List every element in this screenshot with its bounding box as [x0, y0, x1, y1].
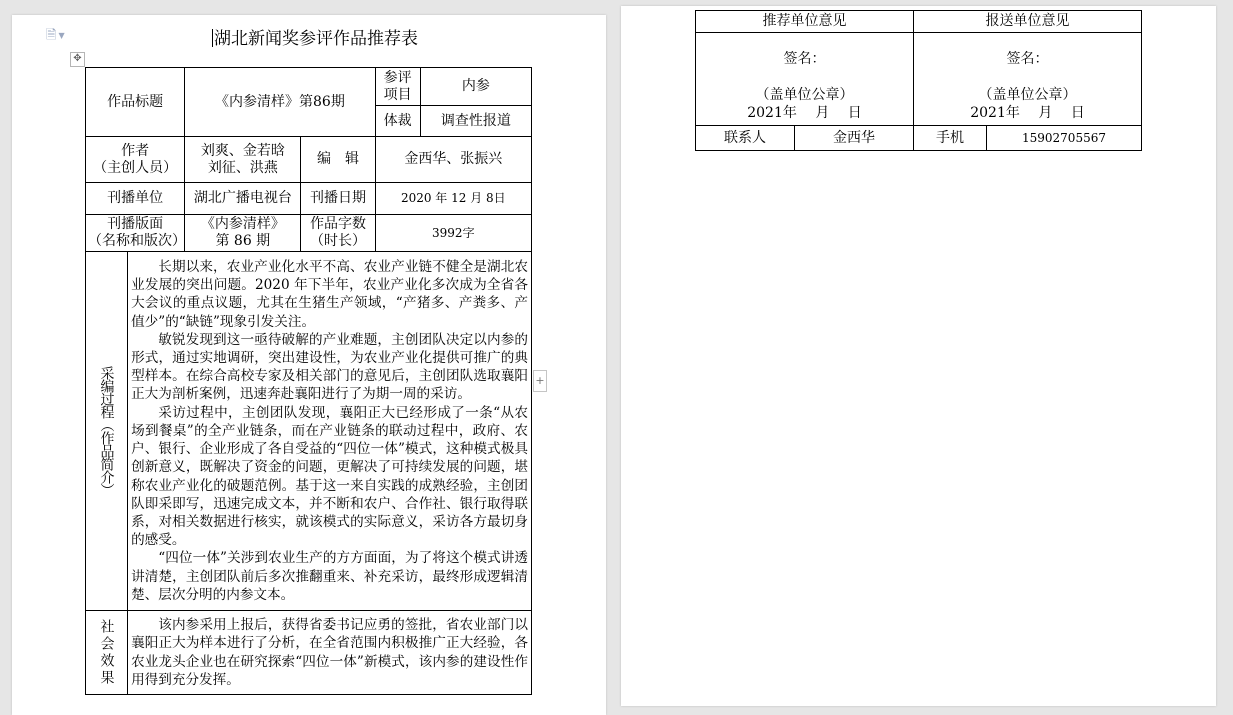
- label-category-line2: 项目: [383, 86, 412, 103]
- effect-paragraph: 该内参采用上报后，获得省委书记应勇的签批，省农业部门以襄阳正大为样本进行了分析，在全省范围内积极推广正大经验，各农业龙头企业也在研究探索“四位一体”新模式，该内参的建设性作用得到充分发挥。: [131, 617, 528, 688]
- value-edition-line2: 第 86 期: [215, 233, 271, 249]
- value-word-count[interactable]: 3992字: [375, 215, 531, 252]
- label-work-title: 作品标题: [86, 68, 185, 137]
- label-category: [375, 68, 420, 106]
- recommendation-form-table: [85, 67, 532, 695]
- value-genre[interactable]: 调查性报道: [420, 106, 531, 137]
- label-author-line1: 作者: [121, 142, 150, 159]
- label-phone: 手机: [914, 126, 987, 151]
- header-submit-opinion: 报送单位意见: [914, 11, 1142, 33]
- label-effect: [86, 611, 128, 695]
- value-authors-line2: 刘征、洪燕: [207, 159, 278, 176]
- sign-label: 签名：: [1006, 51, 1049, 67]
- value-edition[interactable]: [185, 215, 301, 252]
- value-publisher[interactable]: 湖北广播电视台: [185, 183, 301, 215]
- process-paragraph: 长期以来，农业产业化水平不高、农业产业链不健全是湖北农业发展的突出问题。2020 年下半年，农业产业化多次成为全省各大会议的重点议题，尤其在生猪生产领域，“产猪多、产粪多、产值少”的“缺链”现象引发关注。: [131, 259, 528, 330]
- label-author: [86, 137, 185, 183]
- process-paragraph: 采访过程中，主创团队发现，襄阳正大已经形成了一条“从农场到餐桌”的全产业链条，而在产业链条的联动过程中，政府、农户、银行、企业形成了各自受益的“四位一体”模式，这种模式极具创新意义，既解决了资金的问题，更解决了可持续发展的问题，堪称农业产业化的破题范例。基于这一来自实践的成熟经验，主创团队即采即写，迅速完成文本，并不断和农户、合作社、银行取得联系，对相关数据进行核实，就该模式的实际意义，采访各方最切身的感受。: [131, 404, 528, 549]
- label-edition-line2: （名称和版次）: [88, 233, 186, 249]
- label-process-text: 采编过程（作品简介）: [98, 366, 115, 496]
- label-editor: 编 辑: [301, 137, 375, 183]
- opinion-table: [695, 10, 1142, 151]
- sign-label: 签名：: [783, 51, 826, 67]
- label-author-line2: （主创人员）: [93, 159, 178, 176]
- recommend-sign-cell[interactable]: [696, 33, 914, 126]
- label-edition-line1: 刊播版面: [107, 216, 164, 232]
- value-pub-date[interactable]: 2020 年 12 月 8日: [375, 183, 531, 215]
- value-edition-line1: 《内参清样》: [200, 216, 285, 232]
- value-category[interactable]: 内参: [420, 68, 531, 106]
- value-phone[interactable]: 15902705567: [987, 126, 1142, 151]
- label-word-count-line2: （时长）: [310, 233, 367, 249]
- label-category-line1: 参评: [383, 69, 412, 86]
- date-label: 2021年 月 日: [970, 105, 1085, 121]
- page-title: [180, 24, 450, 49]
- label-word-count: [301, 215, 375, 252]
- value-contact[interactable]: 金西华: [795, 126, 914, 151]
- label-process: [86, 252, 128, 611]
- table-add-row-button[interactable]: +: [533, 370, 547, 392]
- seal-label: （盖单位公章）: [755, 87, 854, 103]
- date-label: 2021年 月 日: [747, 105, 862, 121]
- text-cursor: [212, 29, 213, 47]
- document-icon[interactable]: 🗎 ▼: [46, 28, 65, 43]
- form-title: 湖北新闻奖参评作品推荐表: [214, 29, 418, 49]
- label-genre: 体裁: [375, 106, 420, 137]
- submit-sign-cell[interactable]: [914, 33, 1142, 126]
- chevron-down-icon[interactable]: ▼: [58, 31, 65, 40]
- value-editors[interactable]: 金西华、张振兴: [375, 137, 531, 183]
- value-authors[interactable]: [185, 137, 301, 183]
- label-publisher: 刊播单位: [86, 183, 185, 215]
- value-effect[interactable]: [128, 611, 532, 695]
- label-edition: [86, 215, 185, 252]
- process-paragraph: “四位一体”关涉到农业生产的方方面面，为了将这个模式讲透讲清楚，主创团队前后多次推翻重来、补充采访，最终形成逻辑清楚、层次分明的内参文本。: [131, 550, 528, 603]
- table-move-handle[interactable]: ✥: [70, 52, 85, 67]
- label-contact: 联系人: [696, 126, 795, 151]
- header-recommend-opinion: 推荐单位意见: [696, 11, 914, 33]
- label-word-count-line1: 作品字数: [310, 216, 367, 232]
- seal-label: （盖单位公章）: [978, 87, 1077, 103]
- label-effect-text: 社会效果: [98, 618, 115, 687]
- value-authors-line1: 刘爽、金若晗: [200, 142, 285, 159]
- value-work-title[interactable]: 《内参清样》第86期: [185, 68, 375, 137]
- label-pub-date: 刊播日期: [301, 183, 375, 215]
- value-process[interactable]: [128, 252, 532, 611]
- process-paragraph: 敏锐发现到这一亟待破解的产业难题，主创团队决定以内参的形式，通过实地调研，突出建设性，为农业产业化提供可推广的典型样本。在综合高校专家及相关部门的意见后，主创团队选取襄阳正大为剖析案例，迅速奔赴襄阳进行了为期一周的采访。: [131, 331, 528, 403]
